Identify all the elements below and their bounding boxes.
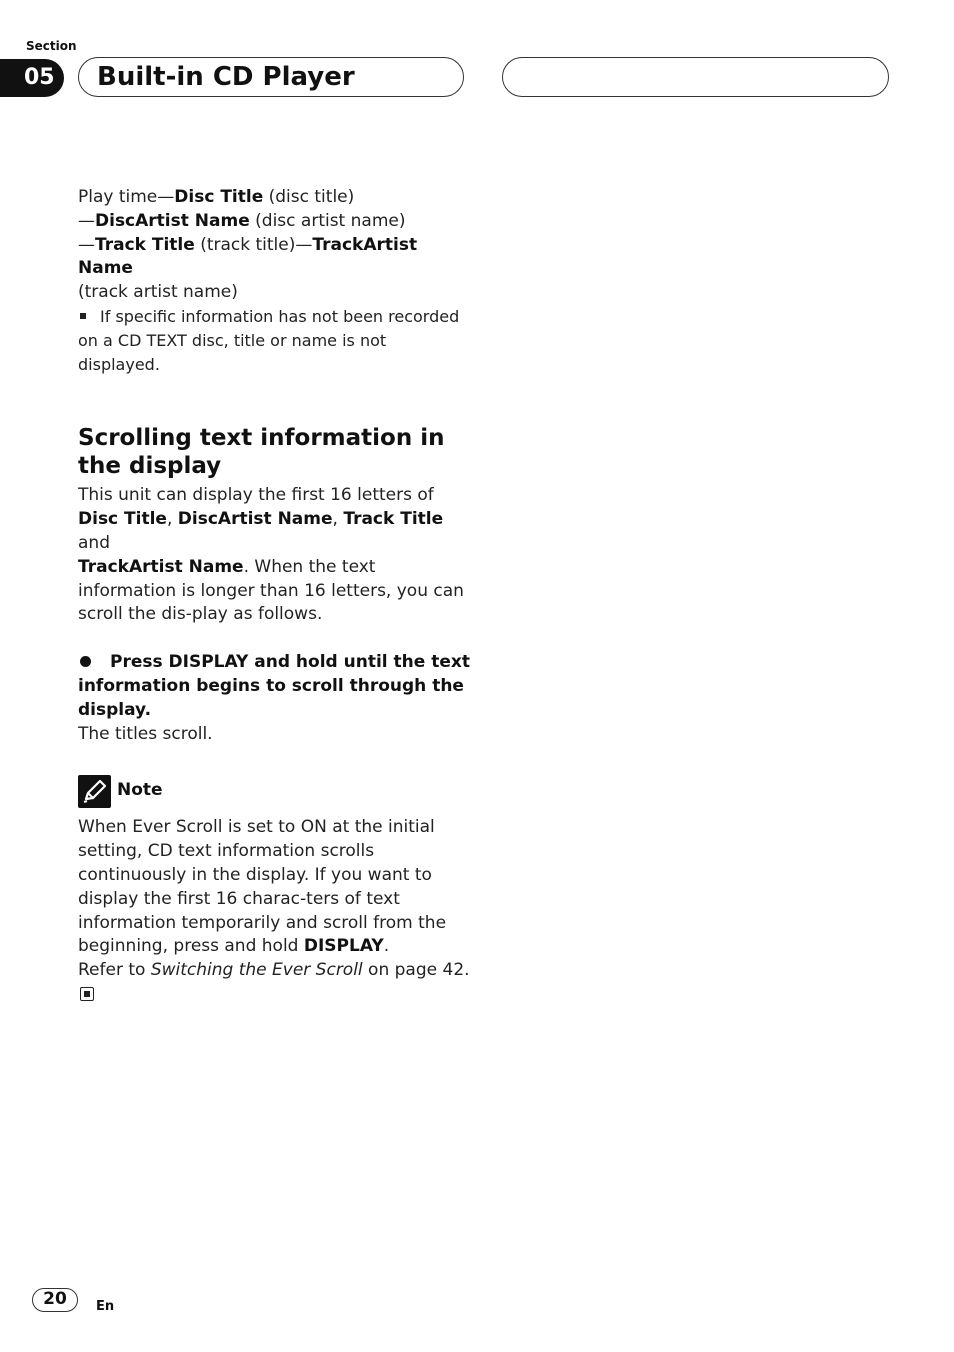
note-text: . [383,936,390,957]
intro-text: . When the text information is longer than 16 letters, you can scroll the dis-play as follows. [78,556,464,625]
step-result: The titles scroll. [78,723,213,744]
sequence-bullet [78,305,470,376]
square-bullet-icon [80,313,86,319]
intro-track-artist: TrackArtist Name [78,556,244,577]
chapter-title-box [78,57,464,97]
pencil-note-icon [78,775,111,808]
intro-text: This unit can display the first 16 letters of [78,485,434,506]
seq-track-artist: TrackArtist Name [78,234,418,279]
seq-text: (track title)— [194,234,313,255]
blank-header-box [502,57,889,97]
note-refer-link-title: Switching the Ever Scroll [150,960,363,981]
chapter-title: Built-in CD Player [97,62,355,92]
intro-sep: and [78,532,110,553]
display-sequence [78,186,470,305]
step-bullet-icon [80,656,91,667]
note-text: When Ever Scroll is set to ON at the initial setting, CD text information scrolls continuously in the display. If you want to display the first 16 charac-ters of text information temporarily and scroll from the beginning, press and hold [78,817,447,957]
content-column [78,186,470,1007]
intro-track-title: Track Title [343,509,444,530]
note-label: Note [117,780,163,801]
seq-text: — [78,234,95,255]
end-of-section-icon [80,987,94,1001]
seq-text: (disc title) [263,187,355,207]
note-display-key: DISPLAY [303,936,384,957]
intro-sep: , [166,509,178,530]
seq-text: — [78,210,95,231]
seq-text: (track artist name) [78,282,238,303]
seq-disc-artist: DiscArtist Name [95,210,250,231]
language-label: En [96,1299,115,1314]
intro-disc-artist: DiscArtist Name [177,509,333,530]
note-refer: Refer to [78,960,151,981]
section-heading: Scrolling text information in the display [78,425,445,480]
step-text: Press DISPLAY and hold until the text information begins to scroll through the display. [78,652,470,720]
section-number-tab: 05 [0,59,64,97]
seq-text: Play time— [78,187,175,207]
pencil-icon [78,775,111,808]
bullet-text: If specific information has not been recorded on a CD TEXT disc, title or name is not displayed. [78,306,460,374]
note-header [78,774,470,808]
page-number: 20 [32,1288,78,1312]
intro-disc-title: Disc Title [78,509,167,530]
intro-sep: , [332,509,344,530]
section-label: Section [26,39,77,53]
note-body [78,816,470,1006]
seq-text: (disc artist name) [249,210,406,231]
scroll-intro [78,484,470,627]
note-refer: on page 42. [362,960,470,981]
seq-disc-title: Disc Title [174,187,264,207]
seq-track-title: Track Title [95,234,195,255]
step-instruction [78,651,470,722]
